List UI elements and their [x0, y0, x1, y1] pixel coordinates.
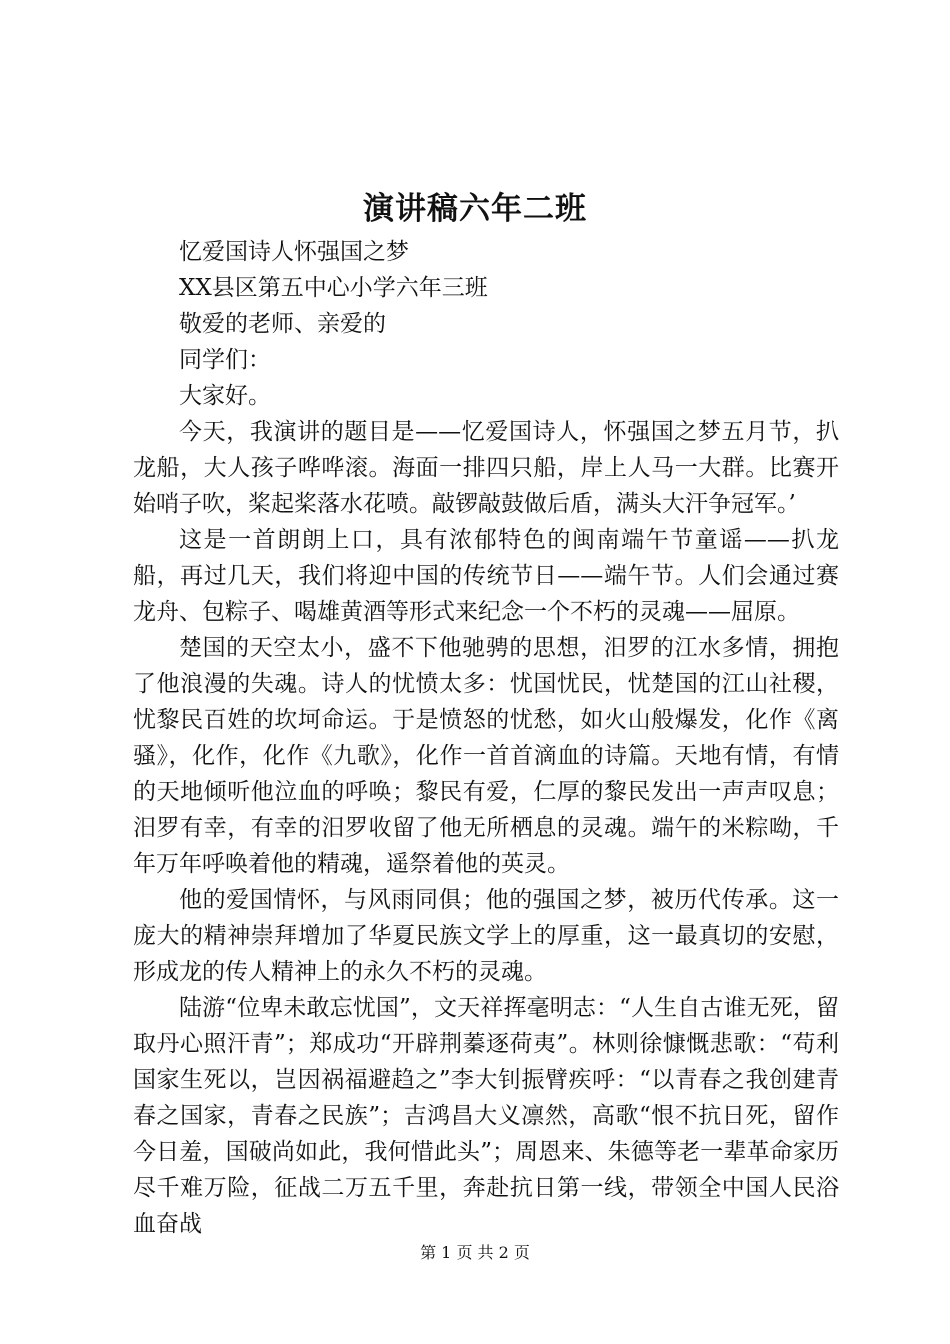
paragraph-school: XX县区第五中心小学六年三班	[179, 275, 488, 301]
paragraph-patriotism: 他的爱国情怀，与风雨同俱；他的强国之梦，被历代传承。这一庞大的精神崇拜增加了华夏民族文学上的厚重，这一最真切的安慰，形成龙的传人精神上的永久不朽的灵魂。	[133, 887, 839, 985]
paragraph-hello: 大家好。	[179, 383, 271, 409]
paragraph-dragon-boat: 这是一首朗朗上口，具有浓郁特色的闽南端午节童谣——扒龙船，再过几天，我们将迎中国的传统节日——端午节。人们会通过赛龙舟、包粽子、喝雄黄酒等形式来纪念一个不朽的灵魂——屈原。	[133, 527, 839, 625]
document-body	[133, 234, 839, 1242]
page-footer: 第 1 页 共 2 页	[420, 1243, 530, 1262]
paragraph-topic-ballad: 今天，我演讲的题目是——忆爱国诗人，怀强国之梦五月节，扒龙船，大人孩子哗哗滚。海面一排四只船，岸上人马一大群。比赛开始哨子吹，桨起桨落水花喷。敲锣敲鼓做后盾，满头大汗争冠军。’	[133, 419, 839, 517]
paragraph-subtitle: 忆爱国诗人怀强国之梦	[179, 239, 409, 265]
paragraph-greeting-students: 同学们：	[179, 347, 271, 373]
document-title: 演讲稿六年二班	[363, 191, 587, 227]
paragraph-historical-figures: 陆游“位卑未敢忘忧国”，文天祥挥毫明志：“人生自古谁无死，留取丹心照汗青”；郑成功“开辟荆蓁逐荷夷”。林则徐慷慨悲歌：“苟利国家生死以，岂因祸福避趋之”李大钊振臂疾呼：“以青春之我创建青春之国家，青春之民族”；吉鸿昌大义凛然，高歌“恨不抗日死，留作今日羞，国破尚如此，我何惜此头”；周恩来、朱德等老一辈革命家历尽千难万险，征战二万五千里，奔赴抗日第一线，带领全中国人民浴血奋战	[133, 995, 839, 1237]
paragraph-qu-yuan: 楚国的天空太小，盛不下他驰骋的思想，汨罗的江水多情，拥抱了他浪漫的失魂。诗人的忧愤太多：忧国忧民，忧楚国的江山社稷，忧黎民百姓的坎坷命运。于是愤怒的忧愁，如火山般爆发，化作《离骚》，化作，化作《九歌》，化作一首首滴血的诗篇。天地有情，有情的天地倾听他泣血的呼唤；黎民有爱，仁厚的黎民发出一声声叹息；汨罗有幸，有幸的汨罗收留了他无所栖息的灵魂。端午的米粽呦，千年万年呼唤着他的精魂，遥祭着他的英灵。	[133, 635, 839, 877]
paragraph-greeting-teachers: 敬爱的老师、亲爱的	[179, 311, 386, 337]
